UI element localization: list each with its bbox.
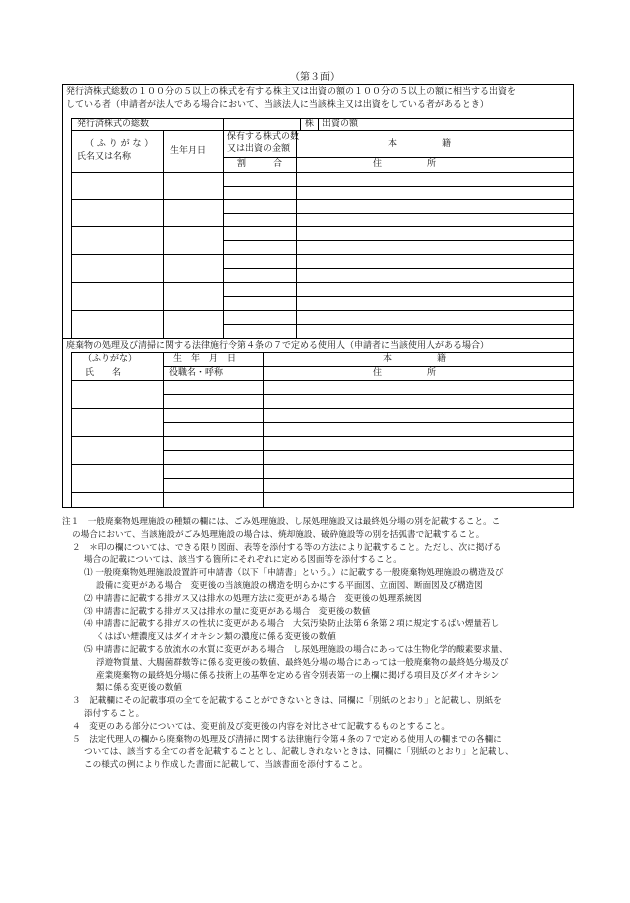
note-line: の場合において、当該施設がごみ処理施設の場合は、焼却施設、破砕施設等の別を括弧書で記載すること。 [72,529,485,540]
shares-unit: 株 [305,119,315,129]
name-label-2: 氏 名 [85,368,122,378]
birthdate-label: 生年月日 [170,146,207,156]
note-line: ⑵ 申請書に記載する排ガス又は排水の処理方法に変更がある場合 変更後の処理系統図 [84,593,422,604]
name-label: 氏名又は名称 [77,152,132,162]
page-number: （第３面） [290,72,340,83]
furigana-label: （ ふ り が な ） [85,139,154,149]
holdings-label-2: 又は出資の金額 [227,144,291,154]
capital-label: 出資の額 [322,119,359,129]
note-line: ⑶ 申請書に記載する排ガス又は排水の量に変更がある場合 変更後の数値 [84,606,371,617]
total-shares-label: 発行済株式の総数 [77,119,150,129]
note-line: 場合の記載については、該当する箇所にそれぞれに定める図面等を添付すること。 [84,555,402,566]
position-label: 役職名・呼称 [169,368,224,378]
note-line: ３ 記載欄にその記載事項の全てを記載することができないときは、同欄に「別紙のとおり」と記載し、別紙を [72,696,502,707]
note-line: この様式の例により作成した書面に記載して、当該書面を添付すること。 [84,760,368,771]
furigana-label-2: （ふりがな） [83,354,138,364]
note-line: 浮遊物質量、大腸菌群数等に係る変更後の数値、最終処分場の場合にあっては一般廃棄物の最終処分場及び [96,657,509,668]
note-line: ５ 法定代理人の欄から廃棄物の処理及び清掃に関する法律施行令第４条の７で定める使用人の欄までの各欄に [72,734,502,745]
birthdate-label-2: 生 年 月 日 [173,354,237,364]
note-line: ⑸ 申請書に記載する放流水の水質に変更がある場合 し尿処理施設の場合にあっては生物化学的酸素要求量、 [84,644,508,655]
domicile-label: 本 籍 [388,139,452,149]
notes-section [62,516,582,772]
note-line: 産業廃棄物の最終処分場に係る技術上の基準を定める省令別表第一の上欄に掲げる項目及びダイオキシン [96,670,500,681]
section1-heading-line2: している者（申請者が法人である場合において、当該法人に当該株主又は出資をしている者があるとき） [66,100,489,110]
note-line: 類に係る変更後の数値 [96,683,182,694]
domicile-label-2: 本 籍 [383,354,447,364]
section2-heading: 廃棄物の処理及び清掃に関する法律施行令第４条の７で定める使用人（申請者に当該使用人がある場合） [66,341,490,351]
note-line: ⑴ 一般廃棄物処理施設設置許可申請書（以下「申請書」という。）に記載する一般廃棄物処理施設の構造及び [84,568,504,579]
section1-heading-line1: 発行済株式総数の１００分の５以上の株式を有する株主又は出資の額の１００分の５以上の額に相当する出資を [66,87,517,97]
note-line: ついては、該当する全ての者を記載することとし、記載しきれないときは、同欄に「別紙のとおり」と記載し、 [84,747,514,758]
note-line: ４ 変更のある部分については、変更前及び変更後の内容を対比させて記載するものとすること。 [72,721,450,732]
ratio-label: 割 合 [237,159,283,169]
note-line: くはばい煙濃度又はダイオキシン類の濃度に係る変更後の数値 [96,632,336,643]
note-line: 設備に変更がある場合 変更後の当該施設の構造を明らかにする平面図、立面図、断面図及び構造図 [96,580,483,591]
note-line: 注１ 一般廃棄物処理施設の種類の欄には、ごみ処理施設、し尿処理施設又は最終処分場の別を記載すること。こ [62,517,501,527]
form-frame [62,84,574,508]
address-label-2: 住 所 [373,368,437,378]
address-label: 住 所 [373,159,437,169]
note-line: ⑷ 申請書に記載する排ガスの性状に変更がある場合 大気汚染防止法第６条第２項に規定するばい煙量若し [84,619,500,630]
holdings-label-1: 保有する株式の数 [227,132,300,142]
note-line: 添付すること。 [84,708,145,719]
note-line: ２ ＊印の欄については、できる限り図面、表等を添付する等の方法により記載すること。ただし、次に掲げる [72,542,502,553]
